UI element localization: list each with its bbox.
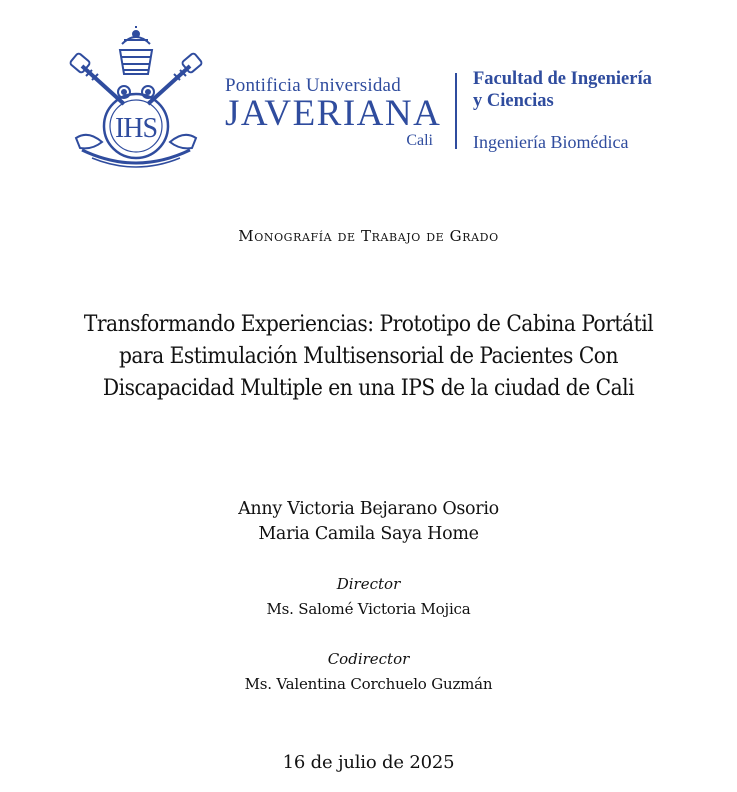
faculty-name-line1: Facultad de Ingeniería (473, 69, 652, 89)
author-name: Anny Victoria Bejarano Osorio (238, 499, 499, 519)
university-crest-logo (62, 26, 210, 172)
university-name-line2: JAVERIANA (225, 93, 442, 134)
header (0, 0, 737, 180)
authors-block (0, 497, 737, 547)
document-title: Transformando Experiencias: Prototipo de Cabina Portátil para Estimulación Multisensorial de Pacientes Con Discapacidad Multiple en una IPS de la ciudad de Cali (83, 311, 654, 401)
university-name-line1: Pontificia Universidad (225, 75, 401, 96)
author-name: Maria Camila Saya Home (258, 524, 479, 544)
director-label: Director (336, 575, 401, 593)
faculty-block (473, 68, 723, 152)
faculty-name-line2: y Ciencias (473, 91, 554, 111)
program-name: Ingeniería Biomédica (473, 132, 629, 152)
document-date: 16 de julio de 2025 (282, 752, 455, 773)
header-divider (455, 73, 457, 149)
university-city: Cali (406, 132, 433, 149)
codirector-name: Ms. Valentina Corchuelo Guzmán (244, 675, 493, 693)
director-name: Ms. Salomé Victoria Mojica (266, 600, 471, 618)
university-name-block (225, 76, 445, 150)
codirector-label: Codirector (327, 650, 410, 668)
document-kind: Monografía de Trabajo de Grado (238, 227, 499, 245)
crest-monogram: IHS (114, 113, 158, 144)
